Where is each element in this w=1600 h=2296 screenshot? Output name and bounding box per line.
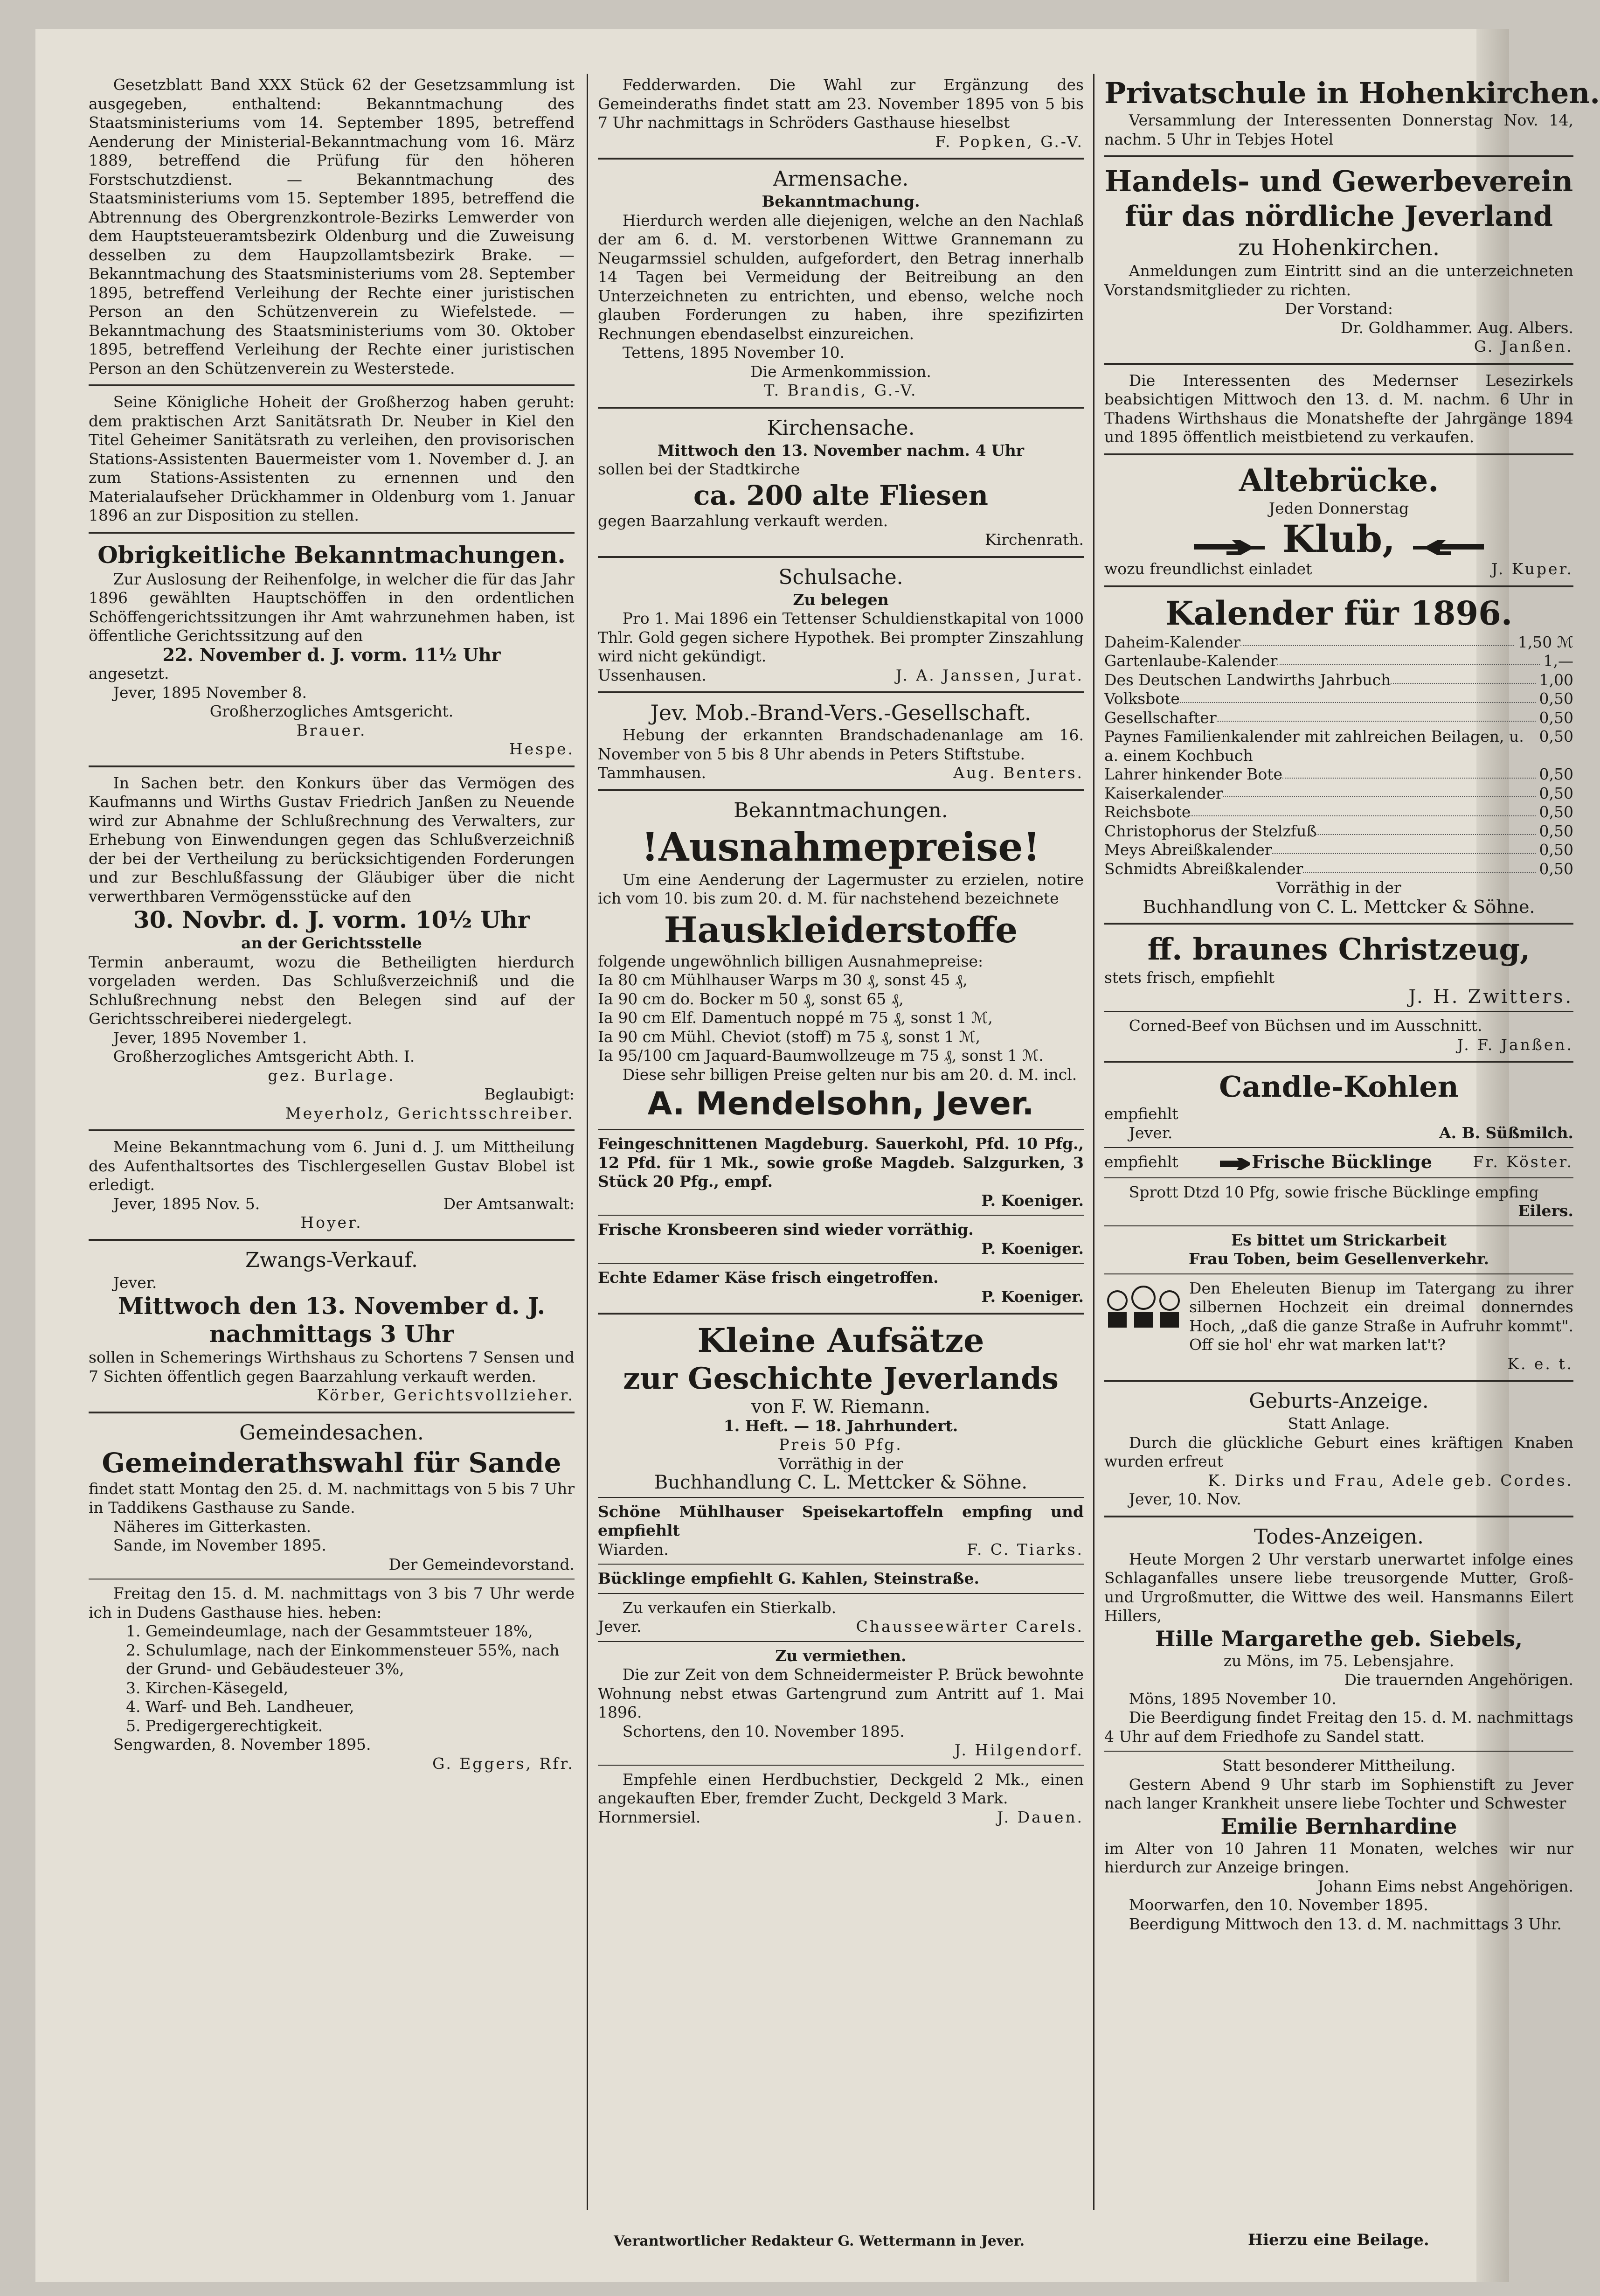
fedder-text: Fedderwarden. Die Wahl zur Ergänzung des Gemeinderaths findet statt am 23. November 1895 von 5 bis 7 Uhr nachmittags in Schröders Gasthause hieselbst (598, 76, 1084, 132)
jev-sign: Aug. Benters. (953, 764, 1084, 782)
kalender-stock: Vorräthig in der (1276, 878, 1401, 897)
leader-dots (1303, 860, 1535, 873)
divider (89, 532, 575, 534)
gemeinde-more: Näheres im Gitterkasten. (113, 1517, 312, 1536)
divider (1104, 1061, 1573, 1063)
divider (89, 765, 575, 767)
schul-row (598, 666, 1084, 685)
dauen-sign: J. Dauen. (997, 1808, 1084, 1826)
candle-sign: A. B. Süßmilch. (1439, 1123, 1573, 1142)
item-price: 0,50 (1539, 689, 1573, 708)
armen-commission: Die Armenkommission. (750, 362, 931, 381)
gesetzblatt-notice: Gesetzblatt Band XXX Stück 62 der Gesetzsammlung ist ausgegeben, enthaltend: Bekanntmachung des Staatsministeriums vom 14. September 1895, betreffend Aenderung der Ministerial-Bekanntmachung vom 16. März 1889, betreffend die Prüfung für den höheren Forstschutzdienst. — Bekanntmachung des Staatsministeriums vom 15. September 1895, betreffend die Abtrennung des Obergrenzkontrole-Bezirks Lemwerder von dem Hauptsteueramtsbezirk Oldenburg und die Zuweisung desselben zu dem Haupzollamtsbezirk Brake. — Bekanntmachung des Staatsministeriums vom 28. September 1895, betreffend Verleihung der Rechte einer juristischen Person an den Schützenverein zu Wiefelstede. — Bekanntmachung des Staatsministeriums vom 30. Oktober 1895, betreffend Verleihung der Rechte einer juristischen Person an den Schützenverein zu Westerstede. (89, 76, 575, 377)
zwang-place: Jever. (113, 1273, 157, 1292)
zwang-sign: Körber, Gerichtsvollzieher. (317, 1386, 575, 1404)
geb-place: Jever, 10. Nov. (1129, 1490, 1241, 1508)
armen-text: Hierdurch werden alle diejenigen, welche an den Nachlaß der am 6. d. M. verstorbenen Wittwe Grannemann zu Neugarmssiel schulden, aufgefordert, den Betrag innerhalb 14 Tagen bei Vermeidung der Beitreibung an den Unterzeichneten zu entrichten, und ebenso, welche noch glauben Forderungen zu haben, ihre spezifizirten Rechnungen ebendaselbst einzureichen. (598, 211, 1084, 343)
list-item: Ia 80 cm Mühlhauser Warps m 30 ₰, sonst 45 ₰, (598, 971, 968, 989)
bueck-text: empfiehlt (1104, 1153, 1178, 1171)
divider (598, 691, 1084, 693)
koeniger-sign: P. Koeniger. (981, 1191, 1084, 1210)
tod2-text: Gestern Abend 9 Uhr starb im Sophienstift zu Jever nach langer Krankheit unsere liebe Tochter und Schwester (1104, 1775, 1573, 1812)
item-name: Reichsbote (1104, 803, 1191, 821)
kirchen-section: Kirchensache. (767, 416, 915, 440)
tod-heading: Todes-Anzeigen. (1254, 1524, 1424, 1549)
konkurs-date: 30. Novbr. d. J. vorm. 10½ Uhr (133, 906, 530, 933)
tod-name: Hille Margarethe geb. Siebels, (1155, 1626, 1523, 1651)
item-name: Schmidts Abreißkalender (1104, 859, 1303, 878)
armen-sign: T. Brandis, G.-V. (764, 381, 918, 399)
divider (598, 1765, 1084, 1766)
tod2-place: Moorwarfen, den 10. November 1895. (1129, 1896, 1428, 1914)
kirchen-sign: Kirchenrath. (985, 530, 1084, 549)
leader-dots (1223, 784, 1536, 798)
sengwarden-list (89, 1622, 575, 1735)
hgv-names1: Dr. Goldhammer. Aug. Albers. (1340, 318, 1573, 337)
klein-author: von F. W. Riemann. (751, 1396, 931, 1418)
candle-title: Candle-Kohlen (1219, 1070, 1459, 1104)
bueck-title: Frische Bücklinge (1252, 1151, 1432, 1172)
armen-section: Armensache. (773, 167, 909, 191)
list-item (1104, 652, 1573, 671)
flower-pots-icon (1104, 1279, 1184, 1330)
pointing-hand-icon (1219, 1156, 1252, 1172)
item-price: 1,— (1543, 652, 1573, 670)
obrig-date: 22. November d. J. vorm. 11½ Uhr (162, 644, 501, 665)
item-name: Lahrer hinkender Bote (1104, 765, 1283, 783)
divider (1104, 1380, 1573, 1382)
verm-title: Zu vermiethen. (775, 1646, 907, 1665)
divider (1104, 1516, 1573, 1517)
list-item: Ia 90 cm Mühl. Cheviot (stoff) m 75 ₰, sonst 1 ℳ, (598, 1027, 981, 1046)
divider (1104, 923, 1573, 925)
beilage-note: Hierzu eine Beilage. (1248, 2231, 1429, 2249)
item-name: Paynes Familienkalender mit zahlreichen Beilagen, u. a. einem Kochbuch (1104, 727, 1524, 765)
divider (598, 1129, 1084, 1130)
klein-heft: 1. Heft. — 18. Jahrhundert. (723, 1416, 958, 1435)
obrig-end: angesetzt. (89, 664, 169, 682)
konkurs-beglaubigt: Beglaubigt: (484, 1085, 575, 1103)
divider (598, 158, 1084, 160)
leader-dots (1180, 689, 1536, 703)
koeniger-text2: Frische Kronsbeeren sind wieder vorräthig. (598, 1220, 974, 1238)
obrig-sign2: Hespe. (509, 740, 575, 758)
bekanntmachungen-section: Bekanntmachungen. (734, 798, 948, 822)
leader-dots (1217, 709, 1536, 722)
geb-text: Durch die glückliche Geburt eines kräftigen Knaben wurden erfreut (1104, 1433, 1573, 1470)
kalender-shop: Buchhandlung von C. L. Mettcker & Söhne. (1143, 896, 1535, 917)
kalender-title: Kalender für 1896. (1165, 593, 1513, 633)
anwalt-text: Meine Bekanntmachung vom 6. Juni d. J. um Mittheilung des Aufenthaltsortes des Tischlergesellen Gustav Blobel ist erledigt. (89, 1138, 575, 1194)
list-item: 1. Gemeindeumlage, nach der Gesammtsteuer 18%, (126, 1622, 533, 1640)
kalender-list (1104, 633, 1573, 879)
list-item (1104, 765, 1573, 784)
koeniger-text3: Echte Edamer Käse frisch eingetroffen. (598, 1268, 939, 1287)
appointments-notice: Seine Königliche Hoheit der Großherzog haben geruht: dem praktischen Arzt Sanitätsrath Dr. Neuber in Kiel den Titel Geheimer Sanitätsrath zu verleihen, den provisorischen Stations-Assistenten Bauermeister vom 1. November d. J. an zum Stations-Assistenten zu ernennen und den Materialaufseher Drückhammer in Oldenburg vom 1. Januar 1896 an zur Disposition zu stellen. (89, 393, 575, 524)
gemeinde-heading: Gemeinderathswahl für Sande (102, 1447, 561, 1479)
divider (598, 1313, 1084, 1315)
zwang-date1: Mittwoch den 13. November d. J. (118, 1292, 546, 1320)
list-item (1104, 709, 1573, 728)
item-price: 1,50 ℳ (1517, 633, 1573, 651)
item-price: 0,50 (1539, 765, 1573, 783)
obrig-heading: Obrigkeitliche Bekanntmachungen. (97, 541, 566, 569)
koeniger-sign: P. Koeniger. (981, 1239, 1084, 1258)
lese-text: Die Interessenten des Medernser Lesezirkels beabsichtigen Mittwoch den 13. d. M. nachm. 6 Uhr in Thadens Wirthshaus die Monatshefte der Jahrgänge 1894 und 1895 öffentlich meistbietend zu verkaufen. (1104, 371, 1573, 446)
hgv-title2: für das nördliche Jeverland (1125, 200, 1553, 233)
item-price: 0,50 (1539, 821, 1573, 840)
divider (598, 1263, 1084, 1264)
tod2-age: im Alter von 10 Jahren 11 Monaten, welches wir nur hierdurch zur Anzeige bringen. (1104, 1839, 1573, 1876)
ausnahme-text3: Diese sehr billigen Preise gelten nur bis am 20. d. M. incl. (622, 1065, 1077, 1084)
tiarks-sign: F. C. Tiarks. (967, 1540, 1084, 1558)
list-item (1104, 841, 1573, 860)
klein-stock: Vorräthig in der (778, 1454, 903, 1473)
kirchen-big: ca. 200 alte Fliesen (693, 479, 988, 511)
jev-text: Hebung der erkannten Brandschadenanlage am 16. November von 5 bis 8 Uhr abends in Peters Stiftstube. (598, 726, 1084, 763)
schul-place: Ussenhausen. (598, 666, 706, 684)
divider (89, 1239, 575, 1241)
dauen-row (598, 1808, 1084, 1827)
leader-dots (1282, 765, 1535, 779)
list-item (1104, 633, 1573, 652)
fedder-sign: F. Popken, G.-V. (935, 132, 1084, 151)
sengwarden-place: Sengwarden, 8. November 1895. (113, 1735, 371, 1753)
kirchen-text: sollen bei der Stadtkirche (598, 460, 800, 478)
obrig-place: Jever, 1895 November 8. (113, 683, 307, 702)
hgv-title3: zu Hohenkirchen. (1238, 235, 1440, 261)
leader-dots (1272, 841, 1536, 854)
item-name: Volksbote (1104, 689, 1180, 708)
divider (1104, 1273, 1573, 1274)
pointing-hand-icon (1192, 537, 1267, 558)
item-price: 0,50 (1539, 841, 1573, 859)
jev-row (598, 764, 1084, 783)
schul-title: Zu belegen (793, 590, 889, 609)
list-item: 2. Schulumlage, nach der Einkommensteuer 55%, nach der Grund- und Gebäudesteuer 3%, (126, 1641, 560, 1678)
tiarks-row (598, 1540, 1084, 1559)
list-item (1104, 671, 1573, 690)
tod2-name: Emilie Bernhardine (1220, 1813, 1457, 1839)
divider (598, 789, 1084, 791)
schul-section: Schulsache. (778, 565, 903, 589)
corned-text: Corned-Beef von Büchsen und im Ausschnitt. (1129, 1016, 1482, 1035)
column-divider (587, 74, 588, 2210)
anwalt-name: Hoyer. (300, 1213, 363, 1231)
kahlen-text: Bücklinge empfiehlt G. Kahlen, Steinstraße. (598, 1569, 979, 1587)
konkurs-court: Großherzogliches Amtsgericht Abth. I. (113, 1047, 415, 1065)
obrig-court: Großherzogliches Amtsgericht. (209, 702, 454, 720)
item-price: 0,50 (1539, 708, 1573, 727)
ausnahme-title: !Ausnahmepreise! (641, 823, 1040, 870)
corned-sign: J. F. Janßen. (1457, 1035, 1573, 1054)
list-item (1104, 727, 1573, 765)
jev-title: Jev. Mob.-Brand-Vers.-Gesellschaft. (650, 700, 1032, 725)
leader-dots (1316, 822, 1535, 835)
hgv-names2: G. Janßen. (1474, 337, 1573, 355)
gemeinde-section: Gemeindesachen. (239, 1420, 424, 1445)
bienup-notice (1104, 1279, 1573, 1355)
column-3 (1104, 76, 1600, 2217)
konkurs-intro: In Sachen betr. den Konkurs über das Vermögen des Kaufmanns und Wirths Gustav Friedrich Janßen zu Neuende wird zur Abnahme der Schlußrechnung des Verwalters, zur Erhebung von Einwendungen gegen das Schlußverzeichniß der bei der Vertheilung zu berücksichtigenden Forderungen und zur Beschlußfassung der Gläubiger über die nicht verwerthbaren Vermögensstücke auf den (89, 773, 575, 905)
obrig-sign1: Brauer. (296, 721, 367, 739)
strick-text1: Es bittet um Strickarbeit (1231, 1231, 1447, 1249)
list-item: 3. Kirchen-Käsegeld, (126, 1678, 289, 1697)
tiarks-text: Schöne Mühlhauser Speisekartoffeln empfing und empfiehlt (598, 1502, 1084, 1539)
schul-text: Pro 1. Mai 1896 ein Tettenser Schuldienstkapital von 1000 Thlr. Gold gegen sichere Hypothek. Bei prompter Zinszahlung wird nicht gekündigt. (598, 609, 1084, 665)
konkurs-sign: gez. Burlage. (268, 1066, 395, 1085)
divider (1104, 155, 1573, 157)
column-divider (1093, 74, 1094, 2210)
anwalt-row (89, 1195, 575, 1214)
mendelsohn-title: A. Mendelsohn, Jever. (647, 1085, 1034, 1122)
item-price: 0,50 (1539, 727, 1573, 745)
leader-dots (1191, 803, 1535, 816)
list-item: Ia 90 cm Elf. Damentuch noppé m 75 ₰, sonst 1 ℳ, (598, 1009, 993, 1027)
gemeinde-place: Sande, im November 1895. (113, 1536, 326, 1554)
sengwarden-sign: G. Eggers, Rfr. (432, 1754, 575, 1773)
tod2-sign: Johann Eims nebst Angehörigen. (1317, 1877, 1573, 1895)
divider (598, 407, 1084, 409)
bienup-sign: K. e. t. (1507, 1354, 1573, 1373)
carels-sign: Chausseewärter Carels. (856, 1617, 1084, 1635)
sprott-sign: Eilers. (1518, 1202, 1573, 1220)
zwang-date2: nachmittags 3 Uhr (209, 1320, 454, 1348)
alte-text: Jeden Donnerstag (1268, 499, 1409, 517)
klein-title1: Kleine Aufsätze (697, 1321, 984, 1360)
bienup-text: Den Eheleuten Bienup im Tatergang zu ihrer silbernen Hochzeit ein dreimal donnerndes Hoch, „daß die ganze Straße in Aufruhr kommt". Off sie hol' ehr wat marken lat't? (1189, 1279, 1573, 1354)
divider (1104, 1147, 1573, 1148)
divider (1104, 1225, 1573, 1226)
item-name: Kaiserkalender (1104, 784, 1223, 802)
column-1 (89, 76, 575, 2217)
pointing-hand-icon (1411, 537, 1486, 558)
kirchen-date: Mittwoch den 13. November nachm. 4 Uhr (657, 441, 1025, 459)
hgv-vorstand: Der Vorstand: (1284, 299, 1393, 318)
list-item: 4. Warf- und Beh. Landheuer, (126, 1698, 354, 1716)
bueck-row (1104, 1153, 1573, 1173)
divider (598, 556, 1084, 558)
klein-title2: zur Geschichte Jeverlands (623, 1361, 1059, 1396)
konkurs-location: an der Gerichtsstelle (241, 934, 422, 952)
sengwarden-text: Freitag den 15. d. M. nachmittags von 3 bis 7 Uhr werde ich in Dudens Gasthause hies. heben: (89, 1584, 575, 1621)
koeniger-sign: P. Koeniger. (981, 1287, 1084, 1306)
dauen-place: Hornmersiel. (598, 1808, 701, 1826)
kirchen-text2: gegen Baarzahlung verkauft werden. (598, 511, 888, 530)
gemeinde-text: findet statt Montag den 25. d. M. nachmittags von 5 bis 7 Uhr in Taddikens Gasthause zu Sande. (89, 1479, 575, 1517)
item-price: 0,50 (1539, 803, 1573, 821)
tod-place: Möns, 1895 November 10. (1129, 1689, 1337, 1708)
geb-text1: Statt Anlage. (1288, 1414, 1390, 1433)
priv-title: Privatschule in Hohenkirchen. (1104, 76, 1600, 110)
divider (598, 1215, 1084, 1216)
konkurs-text: Termin anberaumt, wozu die Betheiligten hierdurch vorgeladen werden. Das Schlußverzeichniß und die Schlußrechnung nebst den Belegen sind auf der Gerichtsschreiberei niedergelegt. (89, 953, 575, 1028)
anwalt-title: Der Amtsanwalt: (443, 1194, 575, 1213)
column-2 (598, 76, 1084, 2217)
divider (1104, 1011, 1573, 1012)
klein-price: Preis 50 Pfg. (779, 1435, 903, 1454)
armen-place: Tettens, 1895 November 10. (622, 343, 845, 362)
divider (89, 1129, 575, 1131)
geb-names: K. Dirks und Frau, Adele geb. Cordes. (1208, 1471, 1573, 1489)
list-item (1104, 689, 1573, 709)
item-price: 1,00 (1539, 670, 1573, 689)
candle-place: Jever. (1129, 1123, 1173, 1142)
bueck-sign: Fr. Köster. (1473, 1153, 1573, 1171)
divider (598, 1641, 1084, 1642)
item-name: Meys Abreißkalender (1104, 841, 1272, 859)
armen-title: Bekanntmachung. (762, 192, 920, 210)
list-item (1104, 860, 1573, 879)
konkurs-clerk: Meyerholz, Gerichtsschreiber. (285, 1104, 575, 1122)
item-name: Gesellschafter (1104, 708, 1217, 727)
strick-text2: Frau Toben, beim Gesellenverkehr. (1189, 1250, 1489, 1268)
divider (1104, 1751, 1573, 1752)
item-price: 0,50 (1539, 859, 1573, 878)
list-item (1104, 822, 1573, 841)
leader-dots (1391, 671, 1535, 684)
divider (598, 1497, 1084, 1498)
ausnahme-big: Hauskleiderstoffe (664, 909, 1018, 951)
alte-klub: Klub, (1282, 517, 1395, 561)
klein-shop: Buchhandlung C. L. Mettcker & Söhne. (654, 1472, 1028, 1493)
item-name: Daheim-Kalender (1104, 633, 1241, 651)
item-name: Gartenlaube-Kalender (1104, 652, 1278, 670)
tod-age: zu Möns, im 75. Lebensjahre. (1223, 1651, 1455, 1670)
candle-row (1104, 1124, 1573, 1143)
sprott-text: Sprott Dtzd 10 Pfg, sowie frische Bücklinge empfing (1129, 1183, 1539, 1201)
ausnahme-text: Um eine Aenderung der Lagermuster zu erzielen, notire ich vom 10. bis zum 20. d. M. für nachstehend bezeichnete (598, 870, 1084, 907)
divider (1104, 363, 1573, 365)
hgv-title1: Handels- und Gewerbeverein (1104, 164, 1573, 198)
alte-klub-row (1104, 518, 1573, 560)
zwang-heading: Zwangs-Verkauf. (245, 1248, 418, 1272)
divider (89, 384, 575, 386)
christ-text: stets frisch, empfiehlt (1104, 968, 1275, 987)
leader-dots (1277, 652, 1539, 665)
ausnahme-text2: folgende ungewöhnlich billigen Ausnahmepreise: (598, 952, 984, 970)
tod-sign: Die trauernden Angehörigen. (1344, 1670, 1573, 1689)
tod2-funeral: Beerdigung Mittwoch den 13. d. M. nachmittags 3 Uhr. (1129, 1914, 1562, 1933)
verm-sign: J. Hilgendorf. (954, 1741, 1084, 1759)
alte-row (1104, 560, 1573, 579)
item-name: Christophorus der Stelzfuß (1104, 821, 1317, 840)
geb-heading: Geburts-Anzeige. (1249, 1389, 1429, 1413)
divider (1104, 585, 1573, 587)
divider (89, 1412, 575, 1413)
divider (1104, 453, 1573, 455)
koeniger-text1: Feingeschnittenen Magdeburg. Sauerkohl, Pfd. 10 Pfg., 12 Pfd. für 1 Mk., sowie große Magdeb. Salzgurken, 3 Stück 20 Pfg., empf. (598, 1134, 1084, 1190)
obrig-text: Zur Auslosung der Reihenfolge, in welcher die für das Jahr 1896 gewählten Hauptschöffen in den ordentlichen Schöffengerichtssitzungen ihr Amt wahrzunehmen haben, ist öffentliche Gerichtssitzung auf den (89, 570, 575, 645)
carels-text: Zu verkaufen ein Stierkalb. (622, 1598, 837, 1617)
verm-place: Schortens, den 10. November 1895. (622, 1722, 905, 1740)
tiarks-place: Wiarden. (598, 1540, 669, 1558)
alte-text2: wozu freundlichst einladet (1104, 560, 1312, 578)
list-item: 5. Predigergerechtigkeit. (126, 1716, 323, 1735)
editor-credit: Verantwortlicher Redakteur G. Wettermann in Jever. (614, 2233, 1025, 2249)
list-item: Ia 90 cm do. Bocker m 50 ₰, sonst 65 ₰, (598, 989, 904, 1008)
tod-text: Heute Morgen 2 Uhr verstarb unerwartet infolge eines Schlaganfalles unsere liebe treusorgende Mutter, Groß- und Urgroßmutter, die Wittwe des weil. Hansmanns Eilert Hillers, (1104, 1550, 1573, 1625)
ausnahme-list (598, 971, 1084, 1065)
tod-funeral: Die Beerdigung findet Freitag den 15. d. M. nachmittags 4 Uhr auf dem Friedhofe zu Sandel statt. (1104, 1708, 1573, 1746)
divider (1104, 1177, 1573, 1178)
candle-text: empfiehlt (1104, 1105, 1178, 1123)
verm-text: Die zur Zeit von dem Schneidermeister P. Brück bewohnte Wohnung nebst etwas Gartengrund zum Antritt auf 1. Mai 1896. (598, 1665, 1084, 1721)
dauen-text: Empfehle einen Herdbuchstier, Deckgeld 2 Mk., einen angekauften Eber, fremder Zucht, Deckgeld 3 Mark. (598, 1770, 1084, 1807)
jev-place: Tammhausen. (598, 764, 706, 782)
item-name: Des Deutschen Landwirths Jahrbuch (1104, 670, 1391, 689)
alte-sign: J. Kuper. (1491, 560, 1573, 578)
konkurs-place: Jever, 1895 November 1. (113, 1028, 307, 1047)
tod2-intro: Statt besonderer Mittheilung. (1222, 1756, 1456, 1774)
list-item (1104, 784, 1573, 803)
schul-sign: J. A. Janssen, Jurat. (895, 666, 1084, 684)
divider (598, 1593, 1084, 1594)
alte-title: Altebrücke. (1239, 462, 1439, 499)
gemeinde-sign: Der Gemeindevorstand. (388, 1555, 575, 1573)
christ-title: ff. braunes Christzeug, (1147, 932, 1531, 967)
christ-sign: J. H. Zwitters. (1408, 986, 1573, 1008)
anwalt-place: Jever, 1895 Nov. 5. (113, 1194, 260, 1213)
list-item (1104, 803, 1573, 822)
leader-dots (1240, 633, 1514, 647)
zwang-text: sollen in Schemerings Wirthshaus zu Schortens 7 Sensen und 7 Sichten öffentlich gegen Baarzahlung verkauft werden. (89, 1348, 575, 1385)
carels-place: Jever. (598, 1617, 642, 1635)
list-item: Ia 95/100 cm Jaquard-Baumwollzeuge m 75 ₰, sonst 1 ℳ. (598, 1046, 1044, 1065)
newspaper-page (35, 29, 1600, 2282)
hgv-text: Anmeldungen zum Eintritt sind an die unterzeichneten Vorstandsmitglieder zu richten. (1104, 262, 1573, 299)
carels-row (598, 1617, 1084, 1636)
divider (598, 1564, 1084, 1565)
item-price: 0,50 (1539, 784, 1573, 802)
priv-text: Versammlung der Interessenten Donnerstag Nov. 14, nachm. 5 Uhr in Tebjes Hotel (1104, 111, 1573, 148)
